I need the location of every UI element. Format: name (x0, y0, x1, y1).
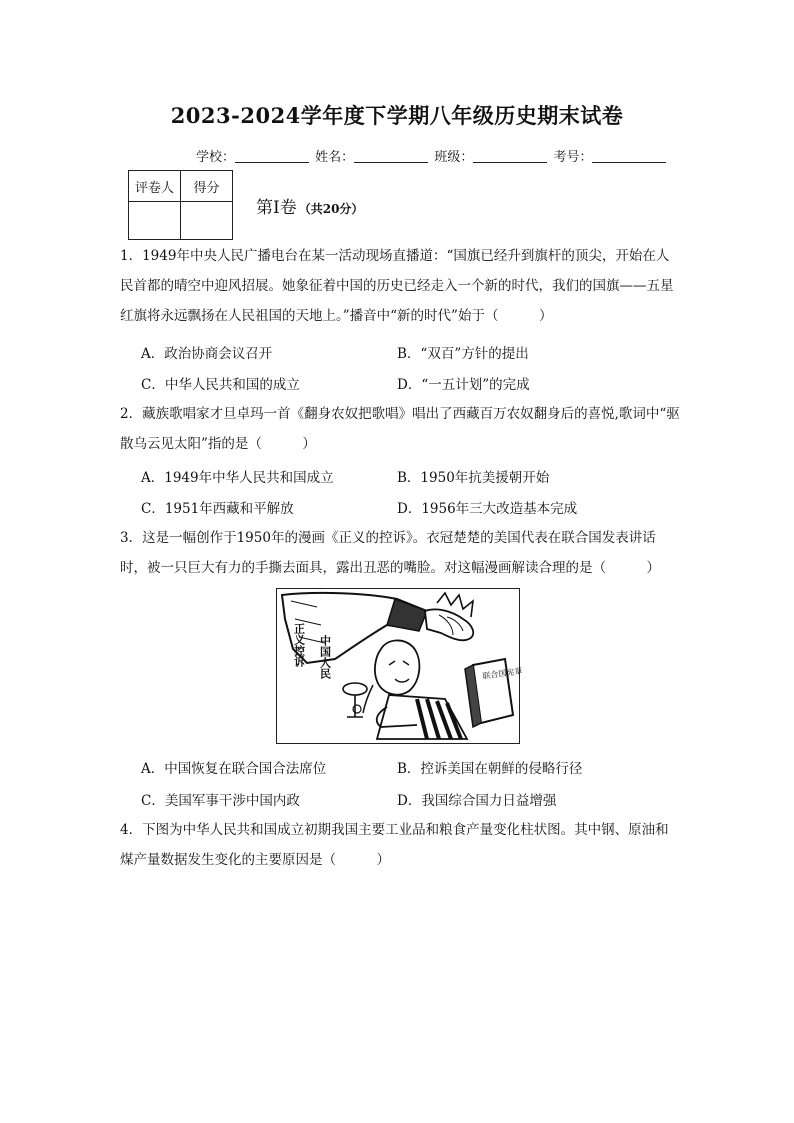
school-label: 学校： (196, 150, 236, 165)
question-3-option-a[interactable]: A．中国恢复在联合国合法席位 (141, 761, 327, 777)
question-3-option-d[interactable]: D．我国综合国力日益增强 (397, 793, 557, 809)
school-blank[interactable] (235, 149, 309, 163)
grader-cell[interactable] (129, 202, 181, 240)
student-info-line (196, 146, 668, 165)
class-blank[interactable] (473, 149, 547, 163)
number-blank[interactable] (592, 149, 666, 163)
question-2-option-d[interactable]: D．1956年三大改造基本完成 (397, 501, 578, 517)
grader-header: 评卷人 (129, 171, 181, 202)
score-table (128, 170, 233, 240)
name-label: 姓名： (315, 150, 355, 165)
section-name: 第Ⅰ卷 (256, 198, 297, 218)
class-label: 班级： (434, 150, 474, 165)
question-3-option-b[interactable]: B．控诉美国在朝鲜的侵略行径 (397, 761, 583, 777)
question-1-option-a[interactable]: A．政治协商会议召开 (141, 346, 273, 362)
question-1-option-c[interactable]: C．中华人民共和国的成立 (141, 377, 300, 393)
justice-accusation-cartoon (276, 588, 523, 744)
question-3-stem: 3．这是一幅创作于1950年的漫画《正义的控诉》。衣冠楚楚的美国代表在联合国发表讲话时，被一只巨大有力的手撕去面具，露出丑恶的嘴脸。对这幅漫画解读合理的是（ ） (120, 530, 660, 576)
cartoon-drawing (277, 589, 523, 742)
question-2-stem: 2．藏族歌唱家才旦卓玛一首《翻身农奴把歌唱》唱出了西藏百万农奴翻身后的喜悦,歌词中“驱散乌云见太阳”指的是（ ） (120, 406, 680, 452)
section-note: （共20分） (298, 202, 364, 216)
cartoon-side-text: 正义控诉 (292, 623, 306, 667)
question-2-option-b[interactable]: B．1950年抗美援朝开始 (397, 470, 550, 486)
question-2-option-c[interactable]: C．1951年西藏和平解放 (141, 501, 294, 517)
cartoon-book-text: 联合国宪章 (482, 666, 523, 681)
score-header: 得分 (181, 171, 233, 202)
question-4-stem: 4．下图为中华人民共和国成立初期我国主要工业品和粮食产量变化柱状图。其中钢、原油和煤产量数据发生变化的主要原因是（ ） (120, 822, 669, 868)
cartoon-sleeve-text: 中国人民 (318, 635, 332, 679)
question-1-stem: 1．1949年中央人民广播电台在某一活动现场直播道：“国旗已经升到旗杆的顶尖，开始在人民首都的晴空中迎风招展。她象征着中国的历史已经走入一个新的时代，我们的国旗——五星红旗将永远飘扬在人民祖国的天地上。”播音中“新的时代”始于（ ） (120, 248, 674, 324)
question-3-option-c[interactable]: C．美国军事干涉中国内政 (141, 793, 300, 809)
question-1-option-d[interactable]: D．“一五计划”的完成 (397, 377, 530, 393)
section-heading (256, 193, 363, 218)
name-blank[interactable] (354, 149, 428, 163)
exam-title: 2023-2024学年度下学期八年级历史期末试卷 (170, 103, 624, 128)
number-label: 考号： (553, 150, 593, 165)
question-2-option-a[interactable]: A．1949年中华人民共和国成立 (141, 470, 334, 486)
question-1-option-b[interactable]: B．“双百”方针的提出 (397, 346, 529, 362)
score-cell[interactable] (181, 202, 233, 240)
